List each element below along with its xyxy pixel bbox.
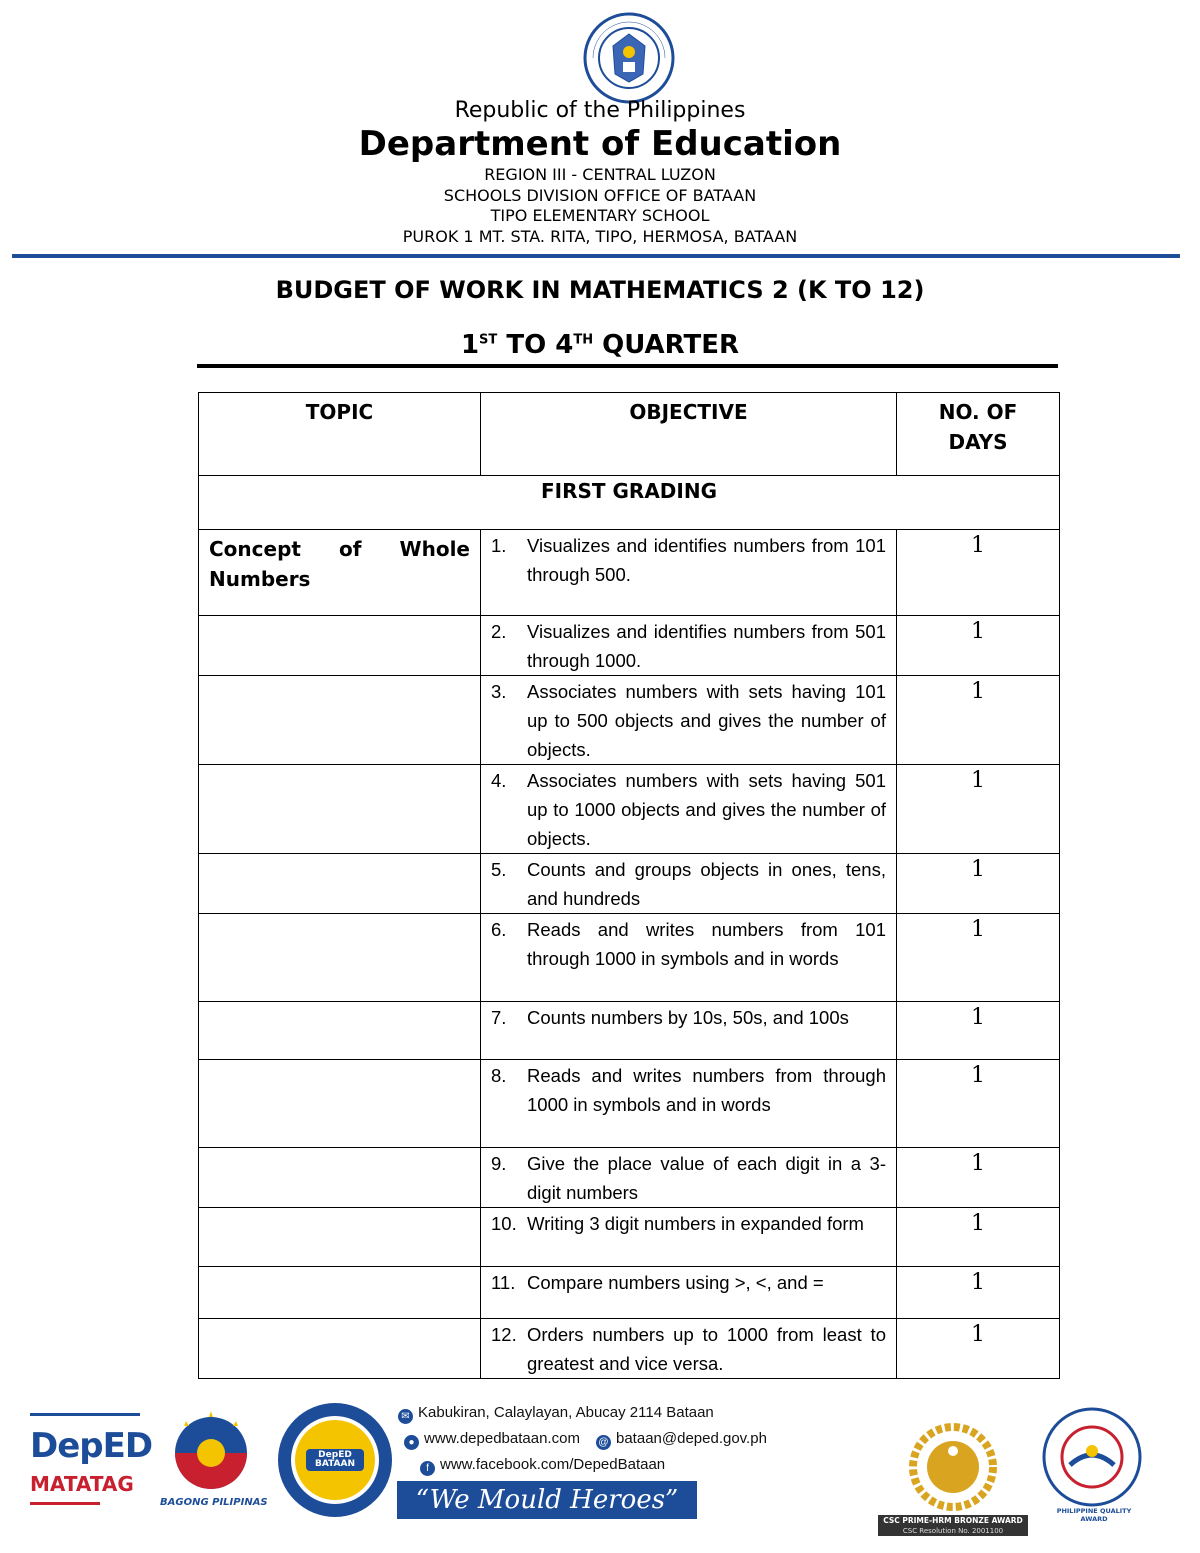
table-row [199, 1319, 1060, 1379]
objective-cell [481, 616, 897, 676]
days-cell: 1 [897, 1208, 1060, 1267]
days-header: NO. OF DAYS [897, 393, 1060, 476]
document-title: BUDGET OF WORK IN MATHEMATICS 2 (K TO 12) [275, 276, 925, 304]
topic-cell [199, 616, 481, 676]
topic-header: TOPIC [199, 393, 481, 476]
objective-number: 7. [491, 1007, 507, 1028]
objective-number: 8. [491, 1065, 507, 1086]
topic-cell: Concept of Whole Numbers [199, 530, 481, 616]
grading-row [199, 476, 1060, 530]
objective-cell [481, 1319, 897, 1379]
grading-label: FIRST GRADING [199, 476, 1060, 530]
days-cell: 1 [897, 530, 1060, 616]
days-cell: 1 [897, 854, 1060, 914]
division-line: SCHOOLS DIVISION OFFICE OF BATAAN [443, 186, 757, 205]
objective-text: Writing 3 digit numbers in expanded form [527, 1213, 864, 1234]
objective-text: Compare numbers using >, <, and = [527, 1272, 824, 1293]
objective-number: 3. [491, 681, 507, 702]
csc-award-title: CSC PRIME-HRM BRONZE AWARD [878, 1515, 1028, 1526]
objective-text: Reads and writes numbers from 101 through 1000 in symbols and in words [527, 919, 886, 969]
motto-banner: “We Mould Heroes” [397, 1481, 697, 1519]
topic-cell [199, 1208, 481, 1267]
objective-cell [481, 765, 897, 854]
topic-cell [199, 854, 481, 914]
pqa-ring-text: PHILIPPINE QUALITY AWARD [1056, 1507, 1132, 1523]
envelope-icon: ✉ [398, 1409, 413, 1424]
objective-cell [481, 676, 897, 765]
table-row [199, 1148, 1060, 1208]
objective-text: Counts and groups objects in ones, tens, and hundreds [527, 859, 886, 909]
days-cell: 1 [897, 1148, 1060, 1208]
quarter-heading: 1ST TO 4TH QUARTER [460, 330, 740, 360]
table-row [199, 1060, 1060, 1148]
topic-cell [199, 765, 481, 854]
objective-number: 11. [491, 1272, 516, 1293]
deped-logo-text: DepED [30, 1426, 153, 1466]
topic-cell [199, 1002, 481, 1060]
contact-address: ✉ Kabukiran, Calaylayan, Abucay 2114 Bataan [398, 1404, 714, 1424]
department-name: Department of Education [358, 124, 842, 164]
deped-seal-logo [583, 12, 675, 104]
objective-text: Visualizes and identifies numbers from 501 through 1000. [527, 621, 886, 671]
deped-matatag-logo [30, 1413, 153, 1517]
region-line: REGION III - CENTRAL LUZON [484, 165, 716, 184]
objective-text: Counts numbers by 10s, 50s, and 100s [527, 1007, 849, 1028]
objective-cell [481, 1208, 897, 1267]
bataan-seal-text: DepED BATAAN [314, 1450, 356, 1469]
bagong-pilipinas-icon [166, 1407, 256, 1493]
objective-cell [481, 1148, 897, 1208]
table-row [199, 530, 1060, 616]
topic-cell [199, 1148, 481, 1208]
table-header-row [199, 393, 1060, 476]
school-address: PUROK 1 MT. STA. RITA, TIPO, HERMOSA, BATAAN [402, 227, 798, 246]
pqa-seal-icon [1042, 1407, 1142, 1507]
objective-text: Give the place value of each digit in a 3- digit numbers [527, 1153, 886, 1203]
pqa-award-badge [1042, 1407, 1146, 1539]
objective-number: 6. [491, 919, 507, 940]
objective-text: Visualizes and identifies numbers from 101 through 500. [527, 535, 886, 585]
email-icon: @ [596, 1435, 611, 1450]
objective-text: Orders numbers up to 1000 from least to greatest and vice versa. [527, 1324, 886, 1374]
objective-cell [481, 1060, 897, 1148]
objective-number: 2. [491, 621, 507, 642]
objective-number: 4. [491, 770, 507, 791]
topic-cell [199, 1060, 481, 1148]
table-row [199, 765, 1060, 854]
contact-website[interactable]: ● www.depedbataan.com [404, 1430, 580, 1450]
budget-of-work-table [198, 392, 1060, 1379]
republic-line: Republic of the Philippines [454, 98, 746, 123]
school-name: TIPO ELEMENTARY SCHOOL [490, 206, 710, 225]
globe-icon: ● [404, 1435, 419, 1450]
table-row [199, 854, 1060, 914]
matatag-text: MATATAG [30, 1472, 134, 1496]
days-cell: 1 [897, 676, 1060, 765]
table-row [199, 914, 1060, 1002]
objective-text: Associates numbers with sets having 101 up to 500 objects and gives the number of objects. [527, 681, 886, 760]
objective-number: 9. [491, 1153, 507, 1174]
bagong-pilipinas-logo [160, 1407, 268, 1517]
objective-number: 5. [491, 859, 507, 880]
csc-award-badge [878, 1421, 1028, 1541]
days-cell: 1 [897, 1060, 1060, 1148]
contact-email[interactable]: @ bataan@deped.gov.ph [596, 1430, 767, 1450]
objective-number: 12. [491, 1324, 517, 1345]
csc-award-sub: CSC Resolution No. 2001100 [878, 1526, 1028, 1536]
table-row [199, 616, 1060, 676]
objective-number: 1. [491, 535, 507, 556]
objective-number: 10. [491, 1213, 517, 1234]
facebook-icon: f [420, 1461, 435, 1476]
objective-header: OBJECTIVE [481, 393, 897, 476]
objective-text: Reads and writes numbers from through 1000 in symbols and in words [527, 1065, 886, 1115]
footer [0, 1395, 1200, 1553]
laurel-icon [898, 1421, 1008, 1513]
title-divider [197, 364, 1058, 368]
table-row [199, 676, 1060, 765]
objective-cell [481, 854, 897, 914]
topic-cell [199, 1267, 481, 1319]
days-cell: 1 [897, 1002, 1060, 1060]
header-divider [12, 254, 1180, 258]
topic-cell [199, 1319, 481, 1379]
objective-cell [481, 914, 897, 1002]
days-cell: 1 [897, 1267, 1060, 1319]
objective-text: Associates numbers with sets having 501 up to 1000 objects and gives the number of objects. [527, 770, 886, 849]
table-row [199, 1208, 1060, 1267]
days-cell: 1 [897, 1319, 1060, 1379]
objective-cell [481, 530, 897, 616]
deped-bataan-seal [276, 1401, 394, 1519]
objective-cell [481, 1002, 897, 1060]
topic-cell [199, 676, 481, 765]
topic-cell [199, 914, 481, 1002]
table-row [199, 1002, 1060, 1060]
objective-cell [481, 1267, 897, 1319]
contact-facebook[interactable]: f www.facebook.com/DepedBataan [420, 1456, 665, 1476]
days-cell: 1 [897, 616, 1060, 676]
table-row [199, 1267, 1060, 1319]
days-cell: 1 [897, 765, 1060, 854]
bagong-pilipinas-text: BAGONG PILIPINAS [160, 1497, 268, 1508]
days-cell: 1 [897, 914, 1060, 1002]
